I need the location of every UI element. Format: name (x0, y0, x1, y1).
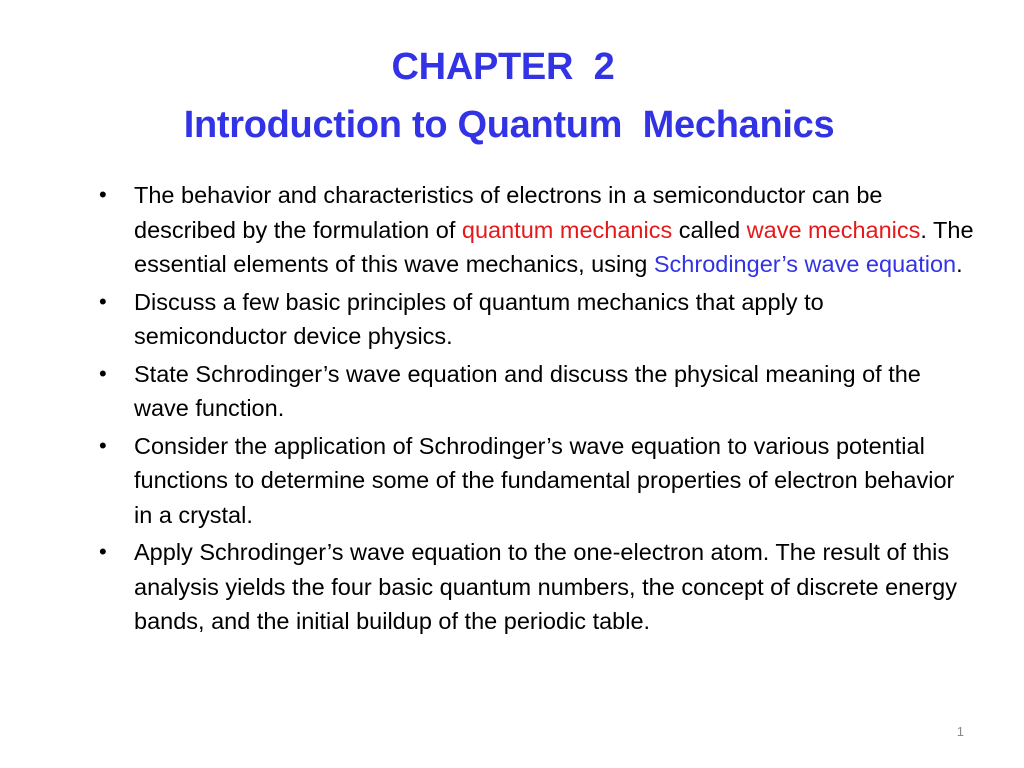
bullet-icon: • (99, 539, 107, 564)
bullet-icon: • (99, 182, 107, 207)
bullet-item (96, 535, 976, 639)
bullet-item (96, 357, 976, 426)
bullet-icon: • (99, 432, 107, 458)
bullet-list (96, 178, 976, 642)
bullet-text: Apply Schrodinger’s wave equation to the one-electron atom. The result of this analysis yields the four basic quantum numbers, the concept of discrete energy bands, and the initial buildup of the periodic table. (134, 539, 957, 634)
bullet-text: Consider the application of Schrodinger’s wave equation to various potential functions to determine some of the fundamental properties of electron behavior in a crystal. (134, 432, 955, 528)
slide-number: 1 (956, 724, 964, 739)
bullet-text: State Schrodinger’s wave equation and discuss the physical meaning of the wave function. (134, 360, 921, 421)
highlight-quantum-mechanics: quantum mechanics (461, 216, 673, 243)
bullet-item (96, 285, 976, 354)
bullet-text: The behavior and characteristics of electrons in a semiconductor can be described by the formulation of quantum mechanics called wave mechanics. The essential elements of this wave mechanics, using Schrodinger’s wave equation. (134, 182, 974, 277)
highlight-schrodinger-equation: Schrodinger’s wave equation (653, 251, 957, 277)
bullet-item (96, 178, 976, 282)
bullet-icon: • (99, 360, 107, 386)
bullet-item (96, 429, 976, 533)
chapter-heading: CHAPTER 2 (391, 46, 615, 88)
bullet-text: Discuss a few basic principles of quantum mechanics that apply to semiconductor device physics. (134, 288, 824, 349)
highlight-wave-mechanics: wave mechanics (746, 216, 921, 243)
bullet-icon: • (99, 288, 107, 314)
chapter-subtitle: Introduction to Quantum Mechanics (183, 104, 835, 146)
slide-title (0, 38, 1024, 154)
